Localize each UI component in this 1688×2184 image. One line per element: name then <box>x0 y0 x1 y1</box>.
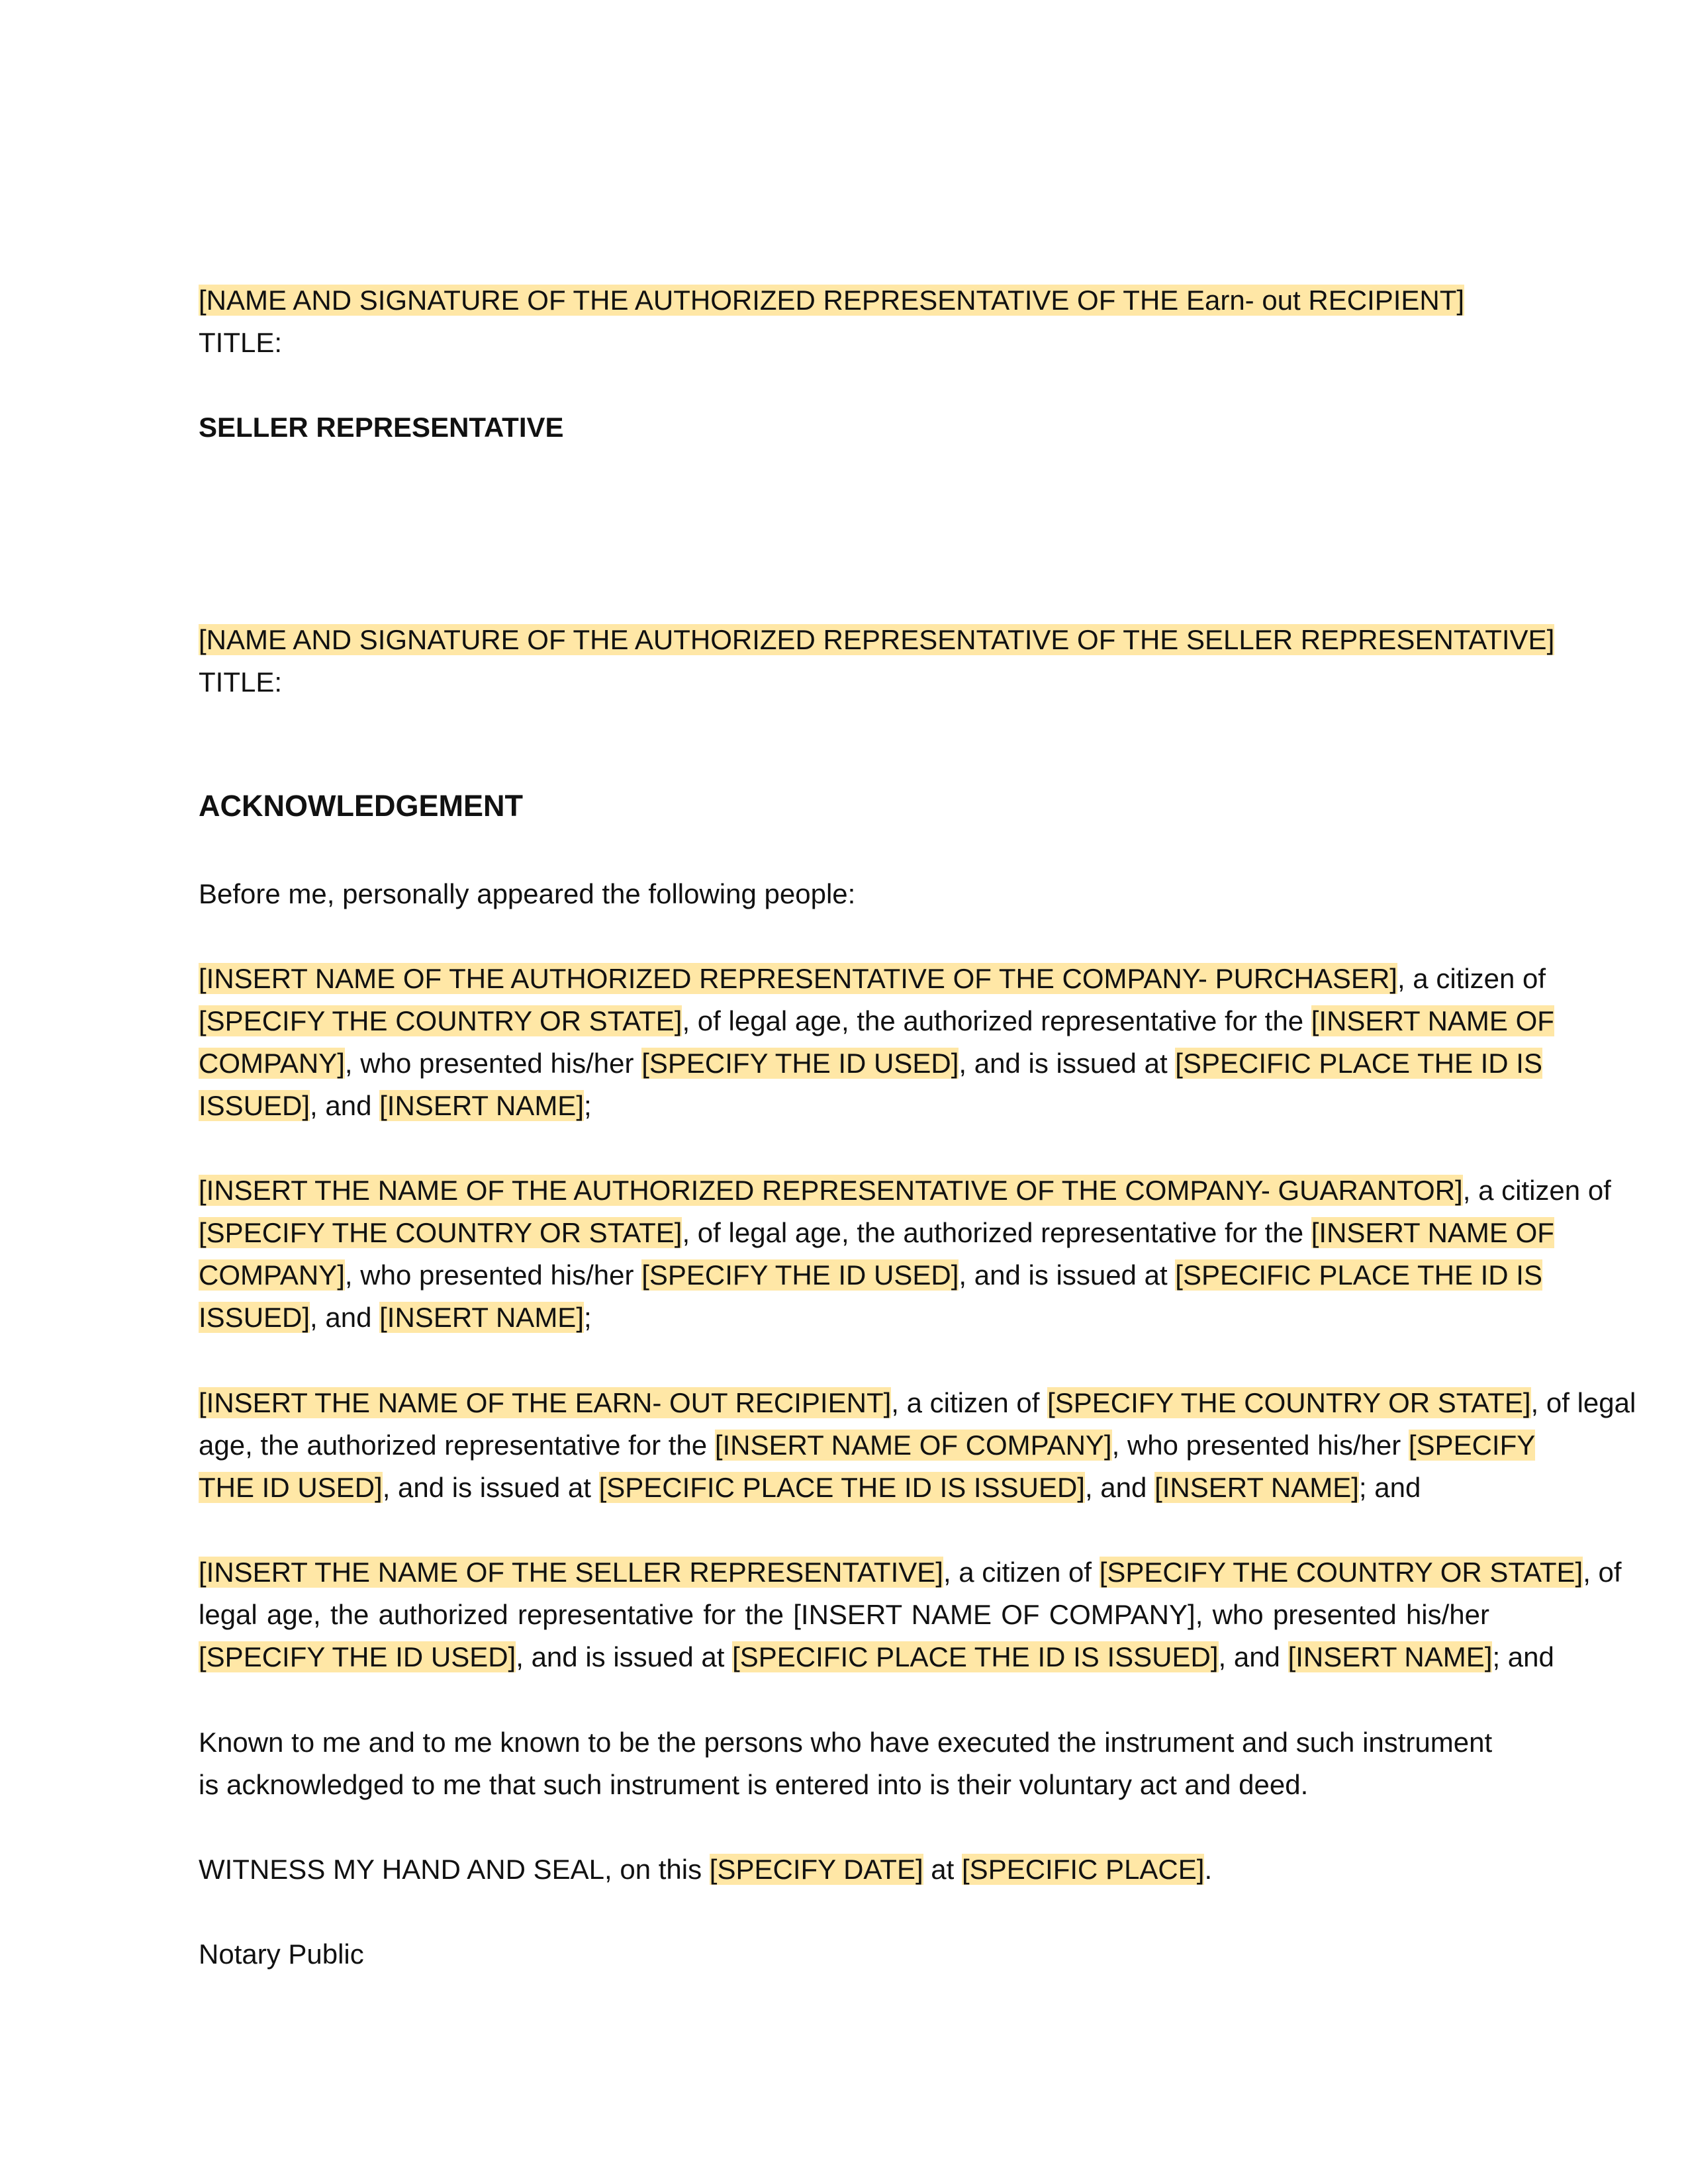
text-run: , and is issued at <box>516 1641 733 1672</box>
placeholder-field: [INSERT THE NAME OF THE AUTHORIZED REPRESENTATIVE OF THE COMPANY- GUARANTOR] <box>199 1175 1463 1206</box>
acknowledgement-intro: Before me, personally appeared the following people: <box>199 878 856 909</box>
placeholder-field: [SPECIFY THE COUNTRY OR STATE] <box>199 1005 682 1036</box>
notary-public-label: Notary Public <box>199 1938 364 1970</box>
text-run: ; <box>584 1302 592 1333</box>
text-run: WITNESS MY HAND AND SEAL, on this <box>199 1854 710 1885</box>
guarantor-paragraph-line <box>199 1297 1489 1339</box>
purchaser-paragraph-line <box>199 958 1546 1000</box>
placeholder-field: [INSERT NAME OF THE AUTHORIZED REPRESENTATIVE OF THE COMPANY- PURCHASER] <box>199 963 1397 994</box>
placeholder-field: [SPECIFY DATE] <box>709 1854 923 1885</box>
text-run: , a citizen of <box>1397 963 1546 994</box>
text-run: legal age, the authorized representative for the [INSERT NAME OF COMPANY], who presented his/her <box>199 1599 1489 1630</box>
guarantor-paragraph-line <box>199 1254 1542 1297</box>
earnout-recipient-name-placeholder: [NAME AND SIGNATURE OF THE AUTHORIZED REPRESENTATIVE OF THE Earn- out RECIPIENT] <box>199 285 1465 316</box>
placeholder-field: COMPANY] <box>199 1048 345 1079</box>
earnout-recipient-signature-line <box>199 279 1489 322</box>
text-run: , a citizen of <box>943 1557 1100 1588</box>
earnout-recipient-paragraph-line <box>199 1424 1536 1467</box>
text-run: , and <box>310 1302 380 1333</box>
placeholder-field: [INSERT NAME OF <box>1311 1005 1554 1036</box>
text-run: ; and <box>1358 1472 1421 1503</box>
text-run: , and <box>1218 1641 1288 1672</box>
text-run: , of legal age, the authorized representative for the <box>682 1217 1311 1248</box>
closing-statement-line: is acknowledged to me that such instrument is entered into is their voluntary act and deed. <box>199 1769 1309 1800</box>
placeholder-field: [INSERT NAME] <box>1154 1472 1359 1503</box>
seller-representative-title-label: TITLE: <box>199 666 283 698</box>
text-run: , a citizen of <box>1462 1175 1611 1206</box>
text-run: age, the authorized representative for the <box>199 1430 715 1461</box>
purchaser-paragraph-line <box>199 1000 1554 1042</box>
text-run: , and is issued at <box>959 1259 1176 1291</box>
placeholder-field: [INSERT THE NAME OF THE EARN- OUT RECIPIENT] <box>199 1387 892 1418</box>
seller-representative-name-placeholder: [NAME AND SIGNATURE OF THE AUTHORIZED REPRESENTATIVE OF THE SELLER REPRESENTATIVE] <box>199 624 1555 655</box>
text-run: , who presented his/her <box>344 1259 642 1291</box>
purchaser-paragraph-line <box>199 1042 1542 1085</box>
placeholder-field: [SPECIFY <box>1408 1430 1536 1461</box>
placeholder-field: ISSUED] <box>199 1090 310 1121</box>
purchaser-paragraph-line <box>199 1085 1489 1127</box>
placeholder-field: [SPECIFIC PLACE THE ID IS ISSUED] <box>732 1641 1219 1672</box>
text-run: , and is issued at <box>959 1048 1176 1079</box>
placeholder-field: [SPECIFIC PLACE THE ID IS <box>1175 1048 1542 1079</box>
seller-representative-paragraph-line <box>199 1594 1489 1636</box>
earnout-recipient-paragraph-line <box>199 1467 1489 1509</box>
text-run: , and <box>1084 1472 1155 1503</box>
guarantor-paragraph-line <box>199 1169 1611 1212</box>
text-run: . <box>1204 1854 1213 1885</box>
text-run: , who presented his/her <box>344 1048 642 1079</box>
text-run: at <box>923 1854 962 1885</box>
placeholder-field: [INSERT NAME OF <box>1311 1217 1554 1248</box>
text-run: , and <box>310 1090 380 1121</box>
placeholder-field: [INSERT NAME] <box>1288 1641 1493 1672</box>
text-run: ; and <box>1492 1641 1554 1672</box>
placeholder-field: [SPECIFY THE ID USED] <box>641 1048 959 1079</box>
placeholder-field: [SPECIFIC PLACE THE ID IS <box>1175 1259 1542 1291</box>
text-run: , of legal age, the authorized representative for the <box>682 1005 1311 1036</box>
placeholder-field: [SPECIFY THE COUNTRY OR STATE] <box>1099 1557 1583 1588</box>
placeholder-field: [SPECIFY THE ID USED] <box>641 1259 959 1291</box>
text-run: , of <box>1583 1557 1622 1588</box>
placeholder-field: [SPECIFY THE COUNTRY OR STATE] <box>199 1217 682 1248</box>
closing-statement-line: Known to me and to me known to be the persons who have executed the instrument and such instrument <box>199 1727 1493 1758</box>
text-run: ; <box>584 1090 592 1121</box>
text-run: , who presented his/her <box>1111 1430 1409 1461</box>
text-run: , of legal <box>1530 1387 1636 1418</box>
placeholder-field: [SPECIFIC PLACE] <box>962 1854 1205 1885</box>
placeholder-field: [INSERT NAME OF COMPANY] <box>714 1430 1112 1461</box>
placeholder-field: THE ID USED] <box>199 1472 383 1503</box>
placeholder-field: [SPECIFIC PLACE THE ID IS ISSUED] <box>598 1472 1085 1503</box>
placeholder-field: COMPANY] <box>199 1259 345 1291</box>
earnout-recipient-title-label: TITLE: <box>199 327 283 358</box>
seller-representative-paragraph-line <box>199 1551 1622 1594</box>
guarantor-paragraph-line <box>199 1212 1554 1254</box>
text-run: , and is issued at <box>382 1472 599 1503</box>
text-run: , a citizen of <box>891 1387 1048 1418</box>
placeholder-field: [SPECIFY THE COUNTRY OR STATE] <box>1047 1387 1531 1418</box>
placeholder-field: [SPECIFY THE ID USED] <box>199 1641 516 1672</box>
acknowledgement-heading: ACKNOWLEDGEMENT <box>199 789 523 823</box>
seller-representative-heading: SELLER REPRESENTATIVE <box>199 412 564 443</box>
placeholder-field: [INSERT NAME] <box>379 1090 584 1121</box>
placeholder-field: ISSUED] <box>199 1302 310 1333</box>
earnout-recipient-paragraph-line <box>199 1382 1636 1424</box>
witness-line <box>199 1848 1489 1891</box>
placeholder-field: [INSERT THE NAME OF THE SELLER REPRESENTATIVE] <box>199 1557 943 1588</box>
seller-representative-paragraph-line <box>199 1636 1554 1678</box>
seller-representative-signature-line <box>199 619 1555 661</box>
placeholder-field: [INSERT NAME] <box>379 1302 584 1333</box>
